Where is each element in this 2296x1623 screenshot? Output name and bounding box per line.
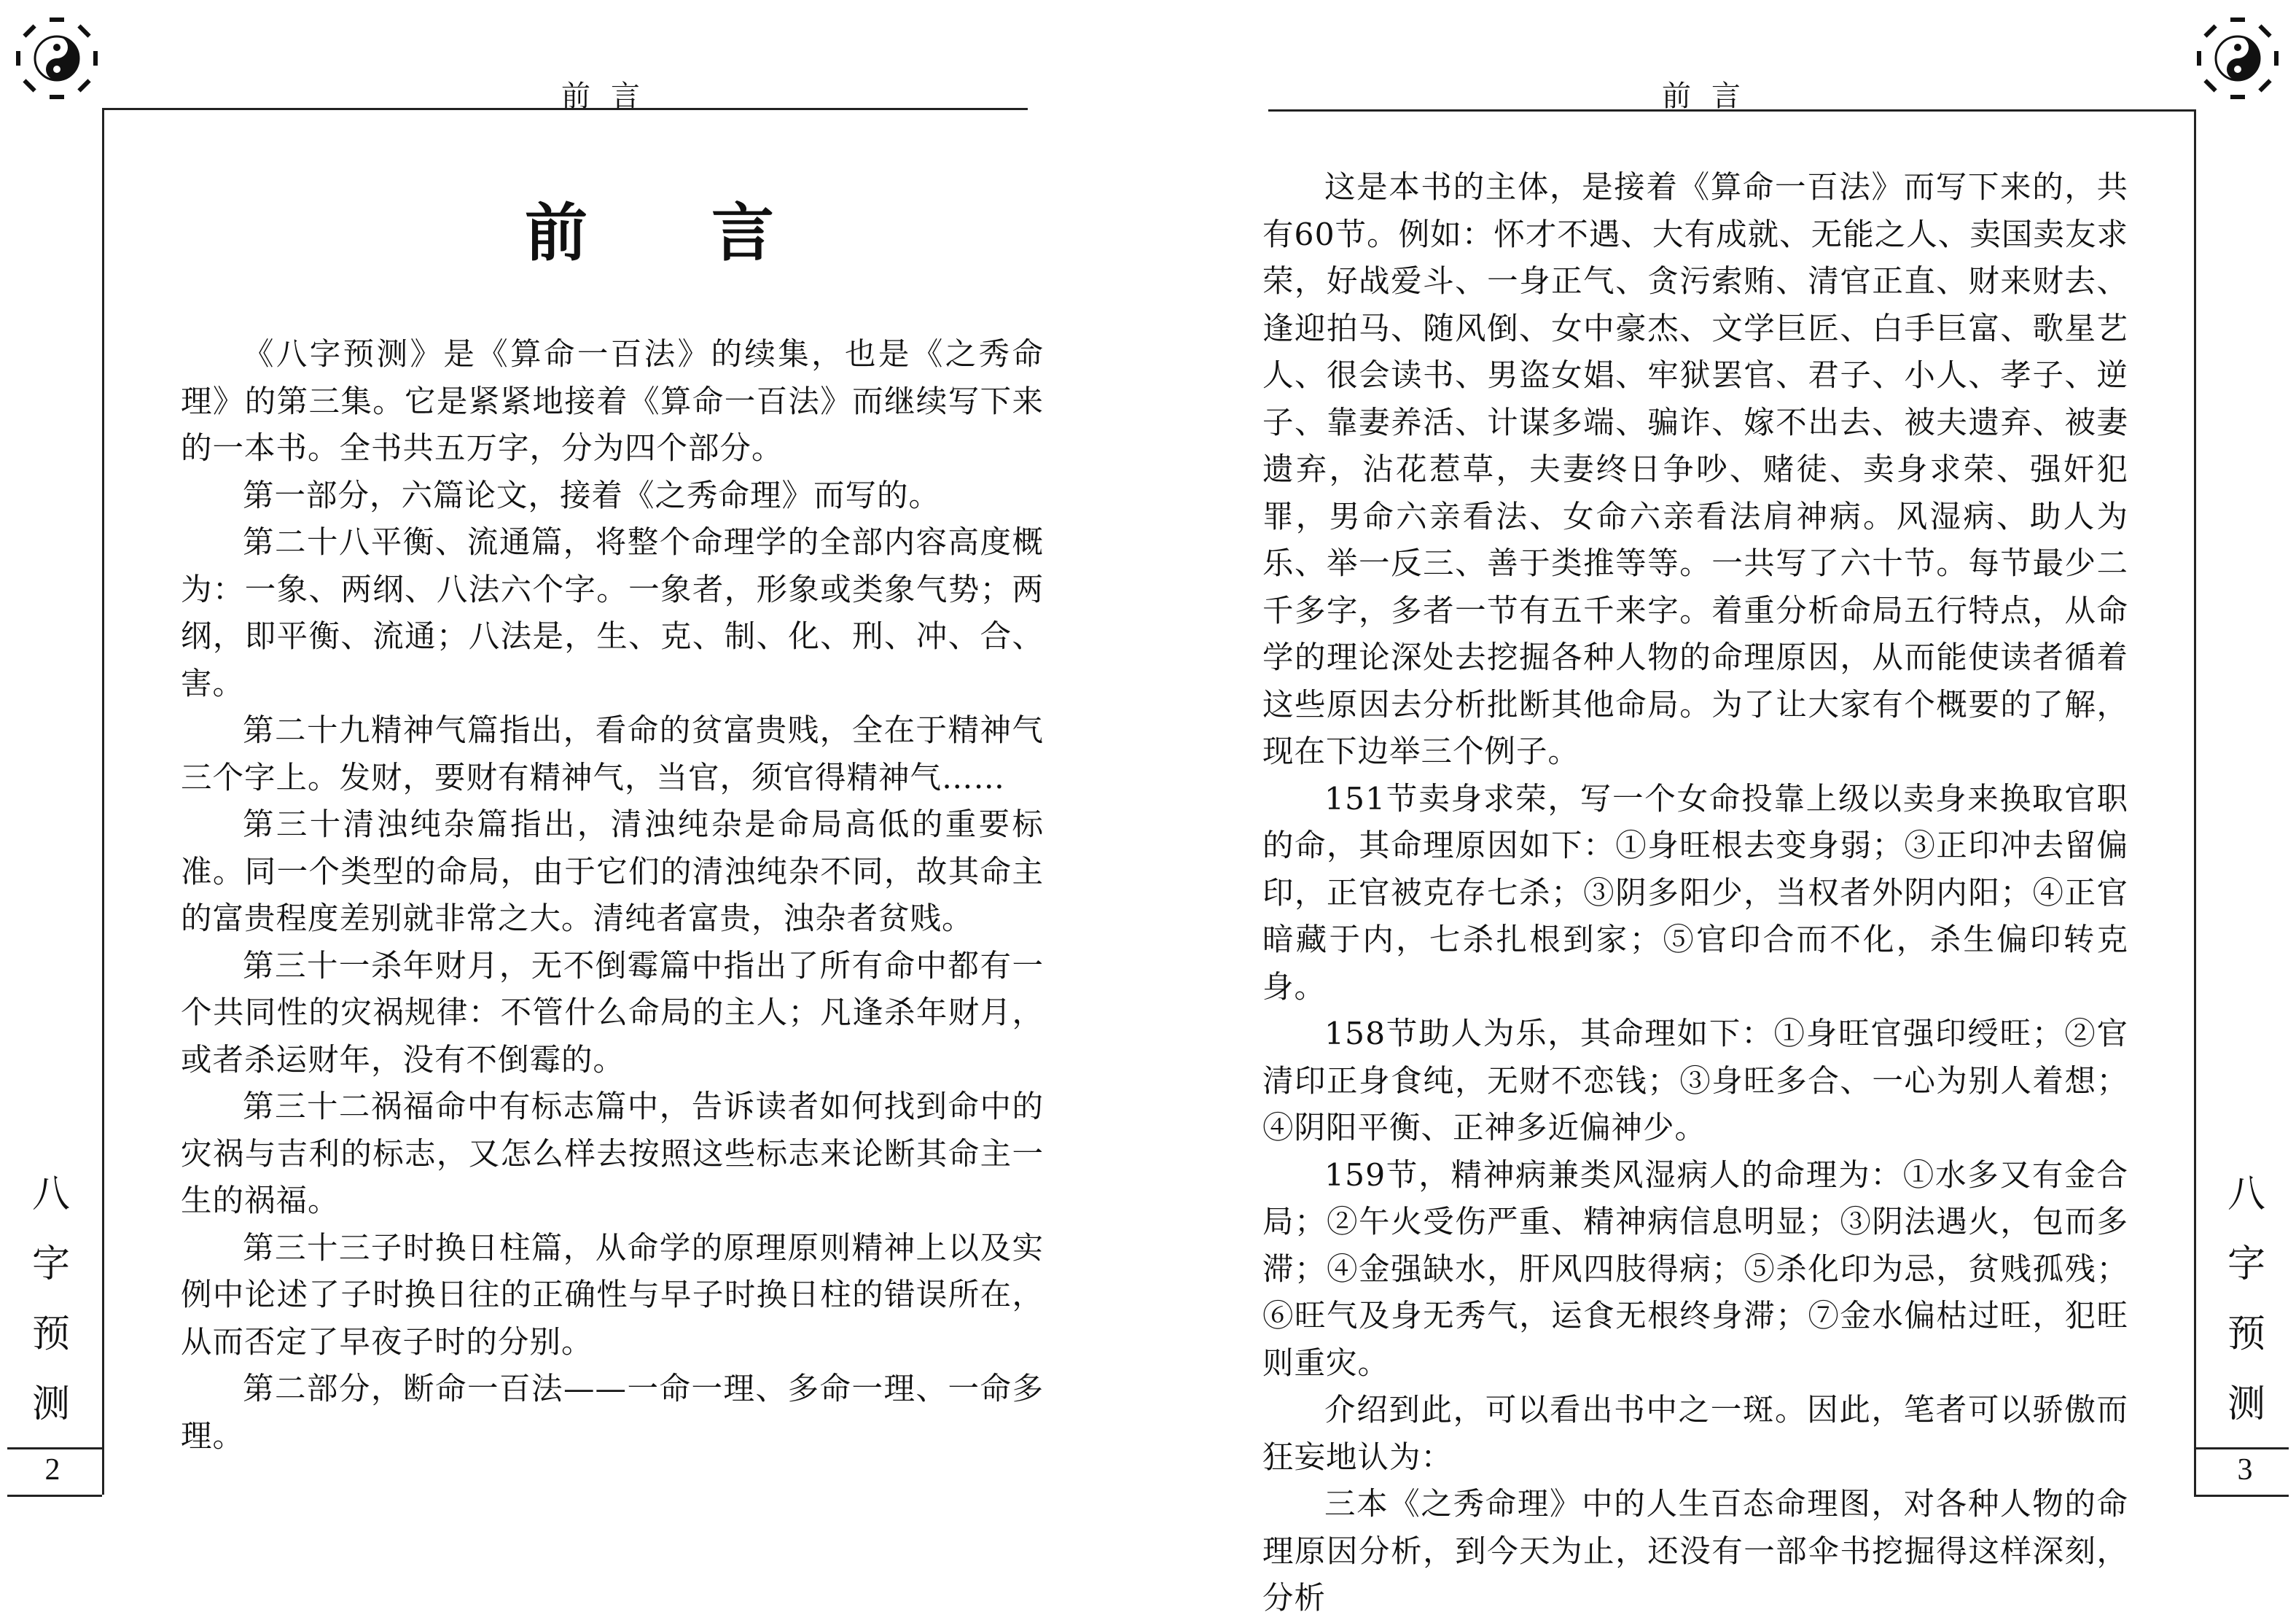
paragraph: 第一部分，六篇论文，接着《之秀命理》而写的。 (243, 478, 941, 514)
paragraph: 159节，精神病兼类风湿病人的命理为：①水多又有金合局；②午火受伤严重、精神病信息明显；③阴法遇火，包而多滞；④金强缺水，肝风四肢得病；⑤杀化印为忌，贫贱孤残；⑥旺气及身无秀气，运食无根终身滞；⑦金水偏枯过旺，犯旺则重灾。 (1262, 1157, 2128, 1382)
paragraph: 第二部分，断命一百法——一命一理、多命一理、一命多理。 (181, 1371, 1044, 1455)
side-label-char: 八 (2227, 1172, 2265, 1216)
left-page (0, 0, 1137, 1592)
left-margin-rule (102, 109, 104, 1495)
paragraph: 158节助人为乐，其命理如下：①身旺官强印绶旺；②官清印正身食纯，无财不恋钱；③身旺多合、一心为别人着想；④阴阳平衡、正神多近偏神少。 (1262, 1016, 2128, 1146)
paragraph: 第三十二祸福命中有标志篇中，告诉读者如何找到命中的灾祸与吉利的标志，又怎么样去按照这些标志来论断其命主一生的祸福。 (181, 1089, 1044, 1219)
paragraph: 这是本书的主体，是接着《算命一百法》而写下来的，共有60节。例如：怀才不遇、大有成就、无能之人、卖国卖友求荣，好战爱斗、一身正气、贪污索贿、清官正直、财来财去、逢迎拍马、随风倒、女中豪杰、文学巨匠、白手巨富、歌星艺人、很会读书、男盗女娼、牢狱罢官、君子、小人、孝子、逆子、靠妻养活、计谋多端、骗诈、嫁不出去、被夫遗弃、被妻遗弃，沾花惹草，夫妻终日争吵、赌徒、卖身求荣、强奸犯罪，男命六亲看法、女命六亲看法肩神病。风湿病、助人为乐、举一反三、善于类推等等。一共写了六十节。每节最少二千多字，多者一节有五千来字。着重分析命局五行特点，从命学的理论深处去挖掘各种人物的命理原因，从而能使读者循着这些原因去分析批断其他命局。为了让大家有个概要的了解，现在下边举三个例子。 (1262, 170, 2128, 770)
yin-yang-logo-icon (2194, 15, 2281, 102)
right-margin-rule (2194, 109, 2196, 1495)
left-running-header: 前言 (561, 79, 660, 113)
right-body-text (1262, 165, 2128, 1623)
right-footer-rule-bottom (2194, 1495, 2289, 1497)
left-side-label (7, 1159, 95, 1451)
side-label-char: 预 (2227, 1312, 2265, 1356)
left-footer-rule (7, 1447, 102, 1449)
right-page (1137, 0, 2296, 1616)
side-label-char: 测 (31, 1382, 70, 1426)
paragraph: 第三十一杀年财月，无不倒霉篇中指出了所有命中都有一个共同性的灾祸规律：不管什么命局的主人；凡逢杀年财月，或者杀运财年，没有不倒霉的。 (181, 948, 1044, 1078)
paragraph: 第三十清浊纯杂篇指出，清浊纯杂是命局高低的重要标准。同一个类型的命局，由于它们的清浊纯杂不同，故其命主的富贵程度差别就非常之大。清纯者富贵，浊杂者贫贱。 (181, 807, 1044, 937)
paragraph: 三本《之秀命理》中的人生百态命理图，对各种人物的命理原因分析，到今天为止，还没有一部伞书挖掘得这样深刻，分析 (1262, 1487, 2128, 1616)
right-running-header: 前言 (1662, 79, 1761, 113)
left-body-text (181, 332, 1044, 1460)
side-label-char: 字 (2227, 1242, 2265, 1286)
paragraph: 151节卖身求荣，写一个女命投靠上级以卖身来换取官职的命，其命理原因如下：①身旺根去变身弱；③正印冲去留偏印，正官被克存七杀；③阴多阳少，当权者外阴内阳；④正官暗藏于内，七杀扎根到家；⑤官印合而不化，杀生偏印转克身。 (1262, 781, 2128, 1005)
paragraph: 第二十九精神气篇指出，看命的贫富贵贱，全在于精神气三个字上。发财，要财有精神气，当官，须官得精神气…… (181, 713, 1044, 796)
paragraph: 《八字预测》是《算命一百法》的续集，也是《之秀命理》的第三集。它是紧紧地接着《算命一百法》而继续写下来的一本书。全书共五万字，分为四个部分。 (181, 337, 1044, 467)
side-label-char: 预 (31, 1312, 70, 1356)
side-label-char: 测 (2227, 1382, 2265, 1426)
side-label-char: 八 (31, 1172, 70, 1216)
paragraph: 第三十三子时换日柱篇，从命学的原理原则精神上以及实例中论述了子时换日往的正确性与早子时换日柱的错误所在，从而否定了早夜子时的分别。 (181, 1230, 1044, 1361)
page-number: 2 (44, 1453, 60, 1487)
yin-yang-logo-icon (13, 15, 101, 102)
side-label-char: 字 (31, 1242, 70, 1286)
paragraph: 第二十八平衡、流通篇，将整个命理学的全部内容高度概为：一象、两纲、八法六个字。一象者，形象或类象气势；两纲，即平衡、流通；八法是，生、克、制、化、刑、冲、合、害。 (181, 525, 1044, 702)
paragraph: 介绍到此，可以看出书中之一斑。因此，笔者可以骄傲而狂妄地认为： (1262, 1393, 2128, 1476)
left-footer-rule-bottom (7, 1495, 102, 1497)
page-number: 3 (2237, 1453, 2253, 1487)
page-title: 前 言 (525, 196, 825, 270)
right-footer-rule (2194, 1447, 2289, 1449)
right-side-label (2203, 1159, 2290, 1451)
